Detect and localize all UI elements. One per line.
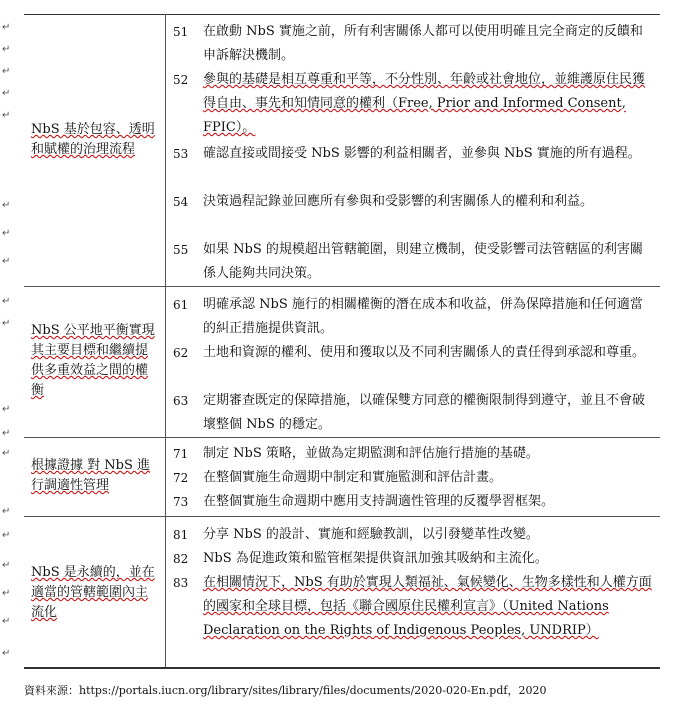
item-number: 61 <box>173 298 189 312</box>
item-text: 在整個實施生命週期中制定和實施監測和評估計畫。 <box>203 470 503 485</box>
table-row <box>24 14 660 287</box>
paragraph-mark: ↵ <box>2 428 11 439</box>
item-number: 52 <box>173 73 189 87</box>
item-text: 確認直接或間接受 NbS 影響的利益相關者，並參與 NbS 實施的所有過程。 <box>203 146 641 161</box>
paragraph-mark: ↵ <box>2 88 11 99</box>
item-number: 81 <box>173 528 189 542</box>
item-number: 53 <box>173 147 189 161</box>
table-row <box>24 517 660 669</box>
item-text: 如果 NbS 的規模超出管轄範圍，則建立機制，使受影響司法管轄區的利害關係人能夠共同決策。 <box>203 242 643 281</box>
item-number: 54 <box>173 195 189 209</box>
column-divider <box>165 517 166 667</box>
item-text: 在啟動 NbS 實施之前，所有利害關係人都可以使用明確且完全商定的反饋和申訴解決機制。 <box>203 24 643 63</box>
item-number: 62 <box>173 346 189 360</box>
table-row <box>24 438 660 517</box>
paragraph-mark: ↵ <box>2 318 11 329</box>
item-text: NbS 為促進政策和監管框架提供資訊加強其吸納和主流化。 <box>203 551 548 566</box>
paragraph-mark: ↵ <box>2 200 11 211</box>
item-number: 63 <box>173 394 189 408</box>
paragraph-mark: ↵ <box>2 44 11 55</box>
item-number: 71 <box>173 447 189 461</box>
principle-cell: NbS 是永續的，並在適當的管轄範圍內主流化 <box>31 565 155 620</box>
column-divider <box>165 438 166 516</box>
paragraph-mark: ↵ <box>2 296 11 307</box>
paragraph-mark: ↵ <box>2 506 11 517</box>
paragraph-mark: ↵ <box>2 22 11 33</box>
item-text: 決策過程記錄並回應所有參與和受影響的利害關係人的權利和利益。 <box>203 194 594 209</box>
item-text: 參與的基礎是相互尊重和平等，不分性別、年齡或社會地位，並維護原住民獲得自由、事先和知情同意的權利（Free, Prior and Informed Consent, FPIC）。 <box>203 72 646 135</box>
paragraph-mark: ↵ <box>2 110 11 121</box>
principle-cell: NbS 公平地平衡實現其主要目標和繼續提供多重效益之間的權衡 <box>31 323 155 398</box>
paragraph-mark: ↵ <box>2 616 11 627</box>
paragraph-marks <box>2 0 20 710</box>
item-text: 在整個實施生命週期中應用支持調適性管理的反覆學習框架。 <box>203 494 555 509</box>
column-divider <box>165 14 166 286</box>
item-number: 73 <box>173 495 189 509</box>
source-citation: 資料來源：https://portals.iucn.org/library/sites/library/files/documents/2020-020-En.pdf，2020 <box>24 684 547 697</box>
table-row <box>24 287 660 438</box>
paragraph-mark: ↵ <box>2 448 11 459</box>
principle-cell: NbS 基於包容、透明和賦權的治理流程 <box>31 122 155 157</box>
item-text: 分享 NbS 的設計、實施和經驗教訓，以引發變革性改變。 <box>203 527 539 542</box>
paragraph-mark: ↵ <box>2 256 11 267</box>
item-text: 土地和資源的權利、使用和獲取以及不同利害關係人的責任得到承認和尊重。 <box>203 345 646 360</box>
paragraph-mark: ↵ <box>2 66 11 77</box>
item-text: 在相關情況下，NbS 有助於實現人類福祉、氣候變化、生物多樣性和人權方面的國家和全球目標，包括《聯合國原住民權利宣言》（United Nations Declaration on the Rights of Indigenous Peoples, UNDRIP） <box>203 575 652 638</box>
item-number: 83 <box>173 576 189 590</box>
item-number: 51 <box>173 25 189 39</box>
item-text: 制定 NbS 策略，並做為定期監測和評估施行措施的基礎。 <box>203 446 539 461</box>
principle-cell: 根據證據 對 NbS 進行調適性管理 <box>31 458 150 493</box>
item-text: 定期審查既定的保障措施，以確保雙方同意的權衡限制得到遵守，並且不會破壞整個 NbS 的穩定。 <box>203 393 646 432</box>
paragraph-mark: ↵ <box>2 530 11 541</box>
item-number: 72 <box>173 471 189 485</box>
item-text: 明確承認 NbS 施行的相關權衡的潛在成本和收益，併為保障措施和任何適當的糾正措施提供資訊。 <box>203 297 643 336</box>
paragraph-mark: ↵ <box>2 228 11 239</box>
column-divider <box>165 287 166 437</box>
item-number: 55 <box>173 243 189 257</box>
paragraph-mark: ↵ <box>2 648 11 659</box>
paragraph-mark: ↵ <box>2 404 11 415</box>
item-number: 82 <box>173 552 189 566</box>
paragraph-mark: ↵ <box>2 588 11 599</box>
paragraph-mark: ↵ <box>2 560 11 571</box>
